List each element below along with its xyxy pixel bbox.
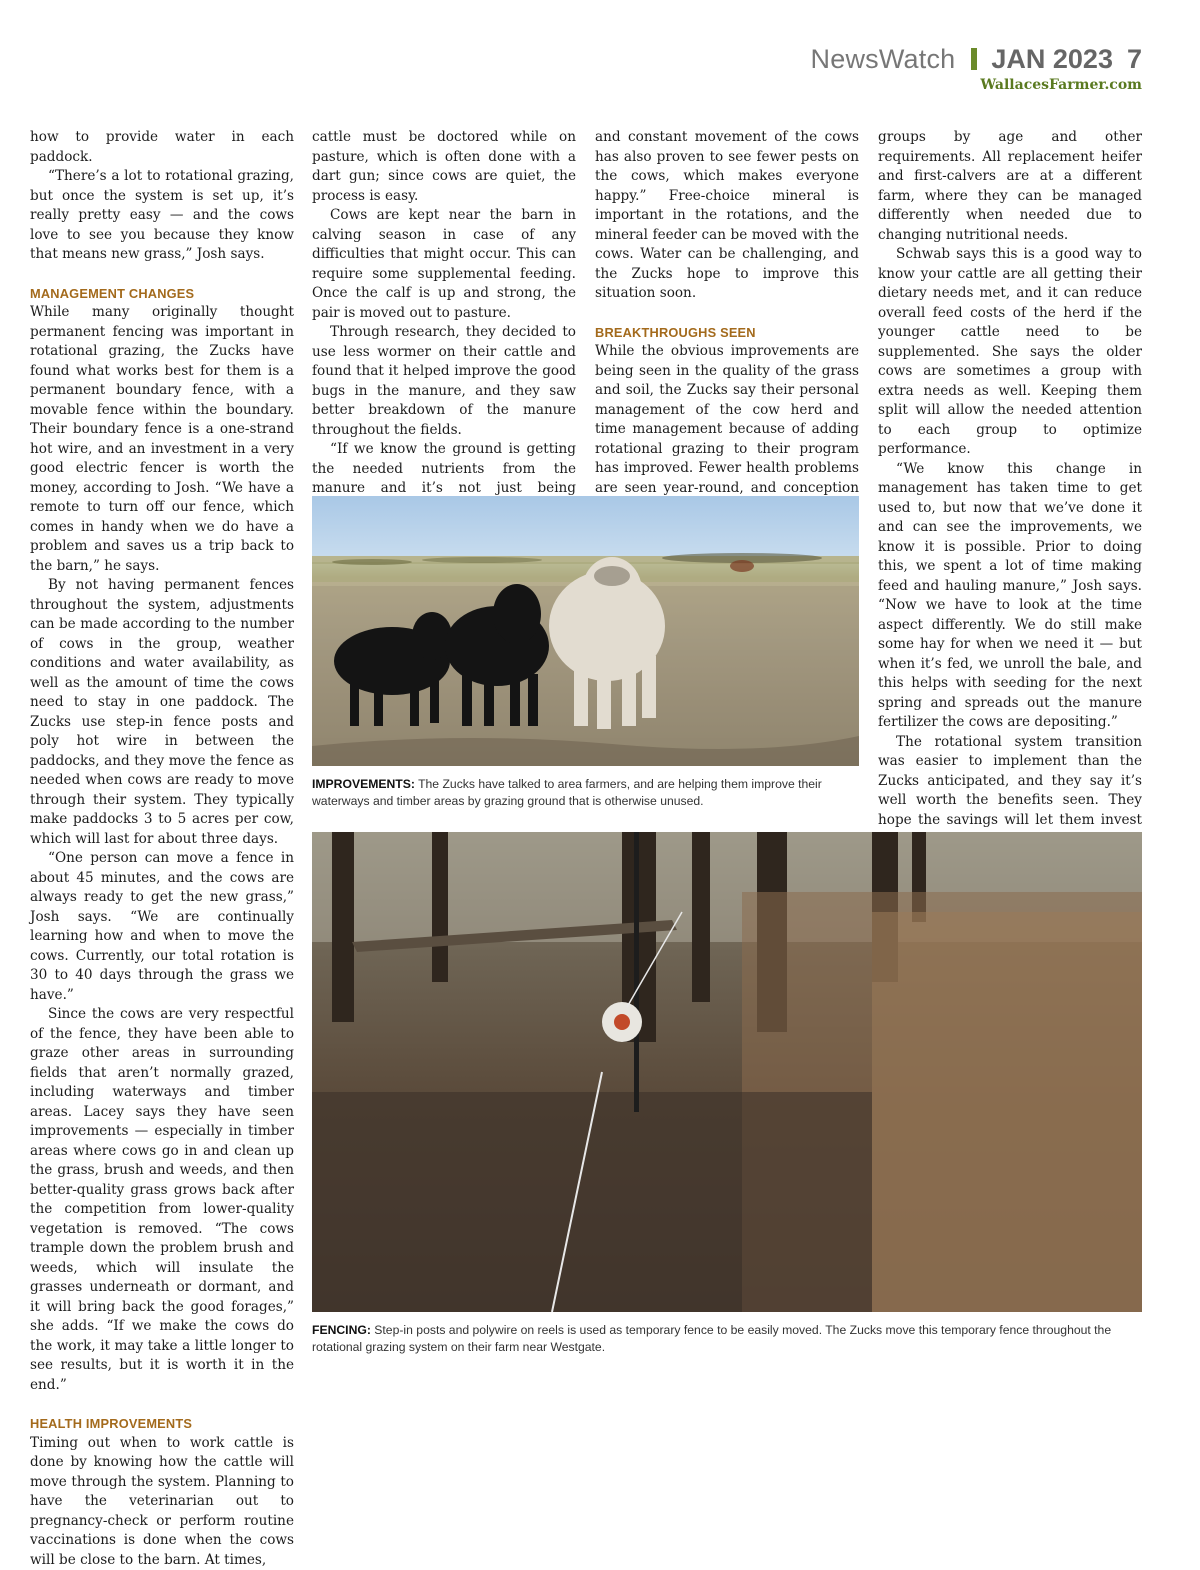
header-divider (971, 48, 977, 70)
header-line (811, 44, 1142, 75)
paragraph: Schwab says this is a good way to know your cattle are all getting their dietary needs met, and it can reduce overall feed costs of the herd if the younger cattle need to be supplemented. She says the older cows are sometimes a group with extra needs as well. Keeping them split will allow the needed attention to each group to optimize performance. (878, 245, 1142, 460)
section-name: NewsWatch (811, 44, 956, 74)
paragraph: While many originally thought permanent fencing was important in rotational grazing, the Zucks have found what works best for them is a permanent boundary fence, with a movable fence within the boundary. Their boundary fence is a one-strand hot wire, and an investment in a very good electric fencer is worth the money, according to Josh. “We have a remote to turn off our fence, which comes in handy when we do have a problem and saves us a trip back to the barn,” he says. (30, 303, 294, 576)
subheading-breakthroughs-seen: BREAKTHROUGHS SEEN (595, 323, 859, 343)
caption-text: The Zucks have talked to area farmers, and are helping them improve their waterways and timber areas by grazing ground that is otherwise unused. (312, 777, 822, 808)
caption-improvements (312, 776, 859, 810)
caption-fencing (312, 1322, 1142, 1356)
article-column-1 (30, 128, 294, 1570)
paragraph: how to provide water in each paddock. (30, 128, 294, 167)
article-column-4 (878, 128, 1142, 928)
spacer (595, 304, 859, 323)
paragraph: “If we know the ground is getting the needed nutrients from the manure and it’s not just being (312, 440, 576, 577)
paragraph: Cows are kept near the barn in calving season in case of any difficulties that might occur. This can require some supplemental feeding. Once the calf is up and strong, the pair is moved out to pasture. (312, 206, 576, 323)
paragraph: “We know this change in management has taken time to get used to, but now that we’ve done it and can see the improvements, we know it is possible. Prior to doing this, we spent a lot of time making feed and hauling manure,” Josh says. “Now we have to look at the time aspect differently. We do still make some hay for when we need it — but when it’s fed, we unroll the bale, and this helps with seeding for the next spring and spreads out the manure fertilizer the cows are depositing.” (878, 460, 1142, 733)
page-header (811, 44, 1142, 93)
subheading-health-improvements: HEALTH IMPROVEMENTS (30, 1414, 294, 1434)
paragraph: groups by age and other requirements. All replacement heifer and first-calvers are at a different farm, where they can be managed differently when needed due to changing nutritional needs. (878, 128, 1142, 245)
paragraph: “There’s a lot to rotational grazing, but once the system is set up, it’s really pretty easy — and the cows love to see you because they know that means new grass,” Josh says. (30, 167, 294, 265)
paragraph: cattle must be doctored while on pasture, which is often done with a dart gun; since cows are quiet, the process is easy. (312, 128, 576, 206)
caption-text: Step-in posts and polywire on reels is used as temporary fence to be easily moved. The Zucks move this temporary fence throughout the rotational grazing system on their farm near Westgate. (312, 1323, 1111, 1354)
article-column-3 (595, 128, 859, 557)
caption-label: IMPROVEMENTS: (312, 777, 415, 791)
subheading-management-changes: MANAGEMENT CHANGES (30, 284, 294, 304)
paragraph: By not having permanent fences throughout the system, adjustments can be made according to the number of cows in the group, weather conditions and water availability, as well as the amount of time the cows need to stay in one paddock. The Zucks use step-in fence posts and poly hot wire in between the paddocks, and they move the fence as needed when cows are ready to move through their system. They typically make paddocks 3 to 5 acres per cow, which will last for about three days. (30, 576, 294, 849)
issue-date: JAN 2023 (991, 44, 1113, 74)
paragraph: The rotational system transition was easier to implement than the Zucks anticipated, and they say it’s well worth the benefits seen. They hope the savings will let them invest (878, 733, 1142, 928)
cattle-photo (312, 496, 859, 766)
paragraph: Through research, they decided to use less wormer on their cattle and found that it helped improve the good bugs in the manure, and they saw better breakdown of the manure throughout the fields. (312, 323, 576, 440)
page-number: 7 (1127, 44, 1142, 74)
paragraph: and constant movement of the cows has also proven to see fewer pests on the cows, which makes everyone happy.” Free-choice mineral is important in the rotations, and the mineral feeder can be moved with the cows. Water can be challenging, and the Zucks hope to improve this situation soon. (595, 128, 859, 304)
paragraph: Timing out when to work cattle is done by knowing how the cattle will move through the system. Planning to have the veterinarian out to pregnancy-check or perform routine vaccinations is done when the cows will be close to the barn. At times, (30, 1434, 294, 1570)
fencing-photo-illustration (312, 832, 1142, 1312)
paragraph: Since the cows are very respectful of the fence, they have been able to graze other areas in surrounding fields that aren’t normally grazed, including waterways and timber areas. Lacey says they have seen improvements — especially in timber areas where cows go in and clean up the grass, brush and weeds, and then better-quality grass grows back after the competition from lower-quality vegetation is removed. “The cows trample down the problem brush and weeds, which will insulate the grasses underneath or dormant, and it will bring back the good forages,” she adds. “If we make the cows do the work, it may take a little longer to see results, but it is worth it in the end.” (30, 1005, 294, 1395)
caption-label: FENCING: (312, 1323, 371, 1337)
paragraph: “One person can move a fence in about 45 minutes, and the cows are always ready to get the new grass,” Josh says. “We are continually learning how and when to move the cows. Currently, our total rotation is 30 to 40 days through the grass we have.” (30, 849, 294, 1005)
fencing-photo (312, 832, 1142, 1312)
paragraph: While the obvious improvements are being seen in the quality of the grass and soil, the Zucks say their personal management of the cow herd and time management because of adding rotational grazing to their program has improved. Fewer health problems are seen year-round, and conception (595, 342, 859, 518)
spacer (30, 265, 294, 284)
cattle-photo-illustration (312, 496, 859, 766)
site-url: WallacesFarmer.com (811, 77, 1142, 93)
